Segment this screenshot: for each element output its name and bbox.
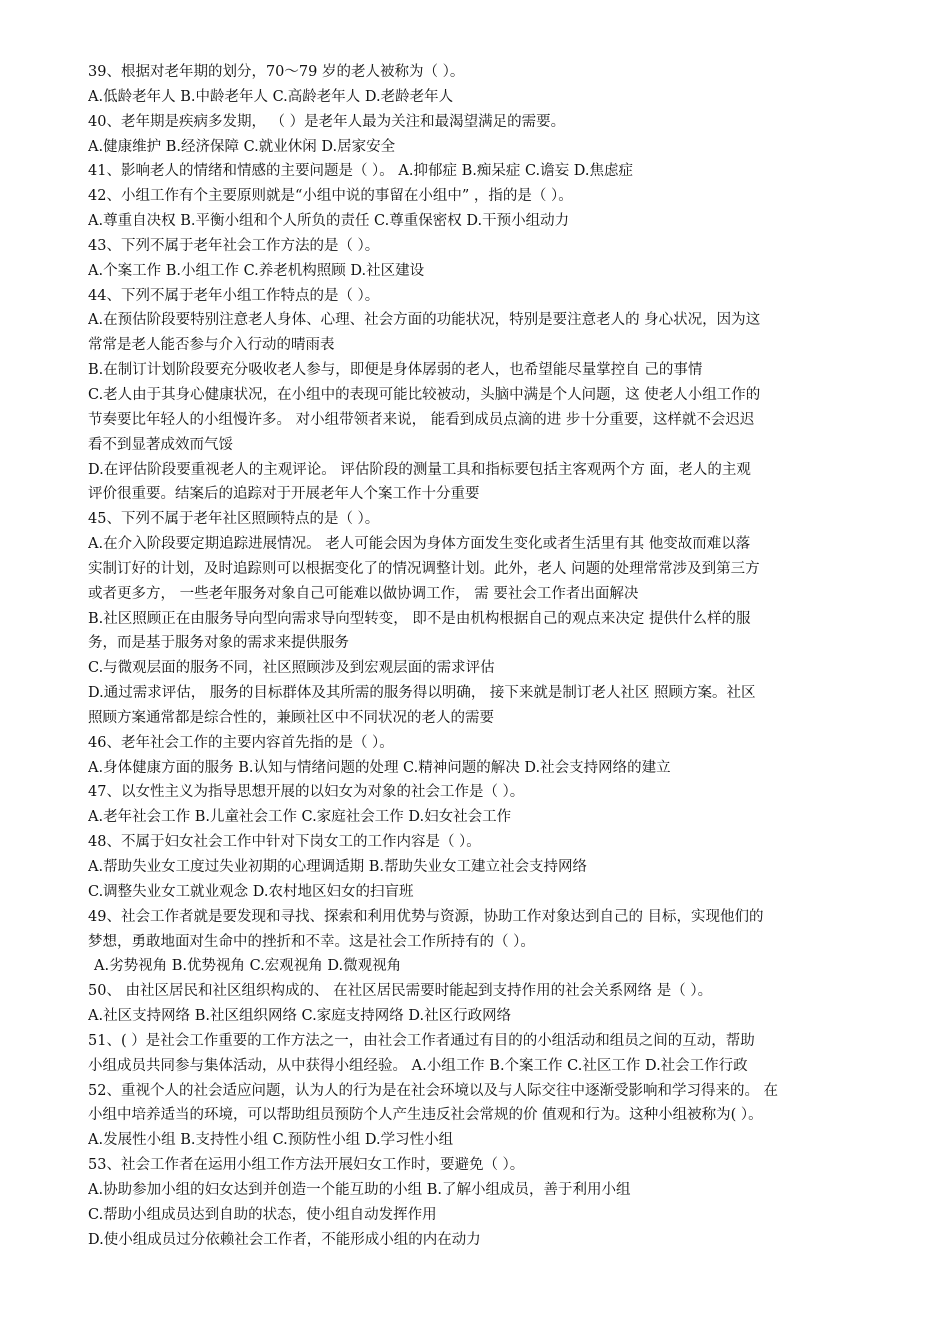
document-text-line: B.在制订计划阶段要充分吸收老人参与，即便是身体孱弱的老人，也希望能尽量掌控自 己的事情 xyxy=(88,362,703,379)
document-text-line: 实制订好的计划，及时追踪则可以根据变化了的情况调整计划。此外，老人 问题的处理常常涉及到第三方 xyxy=(88,560,760,577)
document-text-line: 小组中培养适当的环境，可以帮助组员预防个人产生违反社会常规的价 值观和行为。这种小组被称为( ）。 xyxy=(88,1107,763,1124)
document-text-line: 46、老年社会工作的主要内容首先指的是（ ）。 xyxy=(88,734,394,751)
document-text-line: A.在介入阶段要定期追踪进展情况。 老人可能会因为身体方面发生变化或者生活里有其 他变故而难以落 xyxy=(88,536,751,553)
document-text-line: A.个案工作 B.小组工作 C.养老机构照顾 D.社区建设 xyxy=(88,262,425,279)
document-text-line: 小组成员共同参与集体活动，从中获得小组经验。 A.小组工作 B.个案工作 C.社区工作 D.社会工作行政 xyxy=(88,1057,748,1074)
document-text-line: 或者更多方， 一些老年服务对象自己可能难以做协调工作， 需 要社会工作者出面解决 xyxy=(88,585,639,602)
document-text-line: 看不到显著成效而气馁 xyxy=(88,436,233,453)
document-text-line: B.社区照顾正在由服务导向型向需求导向型转变， 即不是由机构根据自己的观点来决定 提供什么样的服 xyxy=(88,610,751,627)
document-text-line: A.健康维护 B.经济保障 C.就业休闲 D.居家安全 xyxy=(88,138,396,155)
document-text-line: 52、重视个人的社会适应问题，认为人的行为是在社会环境以及与人际交往中逐渐受影响和学习得来的。 在 xyxy=(88,1082,779,1099)
document-text-line: A.社区支持网络 B.社区组织网络 C.家庭支持网络 D.社区行政网络 xyxy=(88,1008,512,1025)
document-text-line: A.发展性小组 B.支持性小组 C.预防性小组 D.学习性小组 xyxy=(88,1132,454,1149)
document-text-line: 节奏要比年轻人的小组慢许多。 对小组带领者来说， 能看到成员点滴的进 步十分重要，这样就不会迟迟 xyxy=(88,411,755,428)
document-text-line: A.帮助失业女工度过失业初期的心理调适期 B.帮助失业女工建立社会支持网络 xyxy=(88,859,587,875)
question-text-block xyxy=(88,60,864,1253)
document-text-line: 40、老年期是疾病多发期， （ ）是老年人最为关注和最渴望满足的需要。 xyxy=(88,113,566,130)
document-text-line: A.老年社会工作 B.儿童社会工作 C.家庭社会工作 D.妇女社会工作 xyxy=(88,809,512,826)
document-text-line: 39、根据对老年期的划分，70～79 岁的老人被称为（ ）。 xyxy=(88,64,465,80)
document-text-line: A.尊重自决权 B.平衡小组和个人所负的责任 C.尊重保密权 D.干预小组动力 xyxy=(88,213,570,230)
document-text-line: C.老人由于其身心健康状况，在小组中的表现可能比较被动，头脑中满是个人问题，这 使老人小组工作的 xyxy=(88,386,761,403)
document-text-line: 42、小组工作有个主要原则就是“小组中说的事留在小组中” ，指的是（ ）。 xyxy=(88,188,573,205)
document-text-line: 常常是老人能否参与介入行动的晴雨表 xyxy=(88,337,335,354)
document-text-line: 47、以女性主义为指导思想开展的以妇女为对象的社会工作是（ ）。 xyxy=(88,784,525,801)
document-text-line: 评价很重要。结案后的追踪对于开展老年人个案工作十分重要 xyxy=(88,486,480,503)
document-text-line: 45、下列不属于老年社区照顾特点的是（ ）。 xyxy=(88,511,380,528)
document-text-line: A.身体健康方面的服务 B.认知与情绪问题的处理 C.精神问题的解决 D.社会支持网络的建立 xyxy=(88,759,671,776)
document-text-line: 49、社会工作者就是要发现和寻找、探索和利用优势与资源，协助工作对象达到自己的 目标，实现他们的 xyxy=(88,908,764,925)
document-text-line: 53、社会工作者在运用小组工作方法开展妇女工作时，要避免（ ）。 xyxy=(88,1157,525,1174)
document-text-line: A.协助参加小组的妇女达到并创造一个能互助的小组 B.了解小组成员，善于利用小组 xyxy=(88,1181,631,1198)
document-text-line: 照顾方案通常都是综合性的，兼顾社区中不同状况的老人的需要 xyxy=(88,709,494,726)
document-text-line: D.在评估阶段要重视老人的主观评论。 评估阶段的测量工具和指标要包括主客观两个方 面，老人的主观 xyxy=(88,461,751,478)
document-text-line: 43、下列不属于老年社会工作方法的是（ ）。 xyxy=(88,237,380,254)
document-text-line: 41、影响老人的情绪和情感的主要问题是（ ）。 A.抑郁症 B.痴呆症 C.谵妄 D.焦虑症 xyxy=(88,163,633,180)
document-text-line: C.与微观层面的服务不同，社区照顾涉及到宏观层面的需求评估 xyxy=(88,660,495,677)
document-text-line: 44、下列不属于老年小组工作特点的是（ ）。 xyxy=(88,287,380,304)
document-text-line: 51、( ）是社会工作重要的工作方法之一，由社会工作者通过有目的的小组活动和组员之间的互动，帮助 xyxy=(88,1032,755,1049)
document-text-line: 梦想，勇敢地面对生命中的挫折和不幸。这是社会工作所持有的（ ）。 xyxy=(88,933,535,950)
document-text-line: A.劣势视角 B.优势视角 C.宏观视角 D.微观视角 xyxy=(94,958,402,975)
document-text-line: C.帮助小组成员达到自助的状态，使小组自动发挥作用 xyxy=(88,1206,437,1223)
document-text-line: A.低龄老年人 B.中龄老年人 C.高龄老年人 D.老龄老年人 xyxy=(88,88,454,105)
document-text-line: C.调整失业女工就业观念 D.农村地区妇女的扫盲班 xyxy=(88,883,414,900)
document-text-line: 50、 由社区居民和社区组织构成的、 在社区居民需要时能起到支持作用的社会关系网络 是（ ）。 xyxy=(88,983,713,1000)
document-text-line: 48、不属于妇女社会工作中针对下岗女工的工作内容是（ ）。 xyxy=(88,834,481,851)
document-text-line: A.在预估阶段要特别注意老人身体、心理、社会方面的功能状况，特别是要注意老人的 身心状况，因为这 xyxy=(88,312,761,329)
document-text-line: 务，而是基于服务对象的需求来提供服务 xyxy=(88,635,349,652)
document-text-line: D.使小组成员过分依赖社会工作者，不能形成小组的内在动力 xyxy=(88,1231,481,1248)
document-text-line: D.通过需求评估， 服务的目标群体及其所需的服务得以明确， 接下来就是制订老人社区 照顾方案。社区 xyxy=(88,685,756,702)
